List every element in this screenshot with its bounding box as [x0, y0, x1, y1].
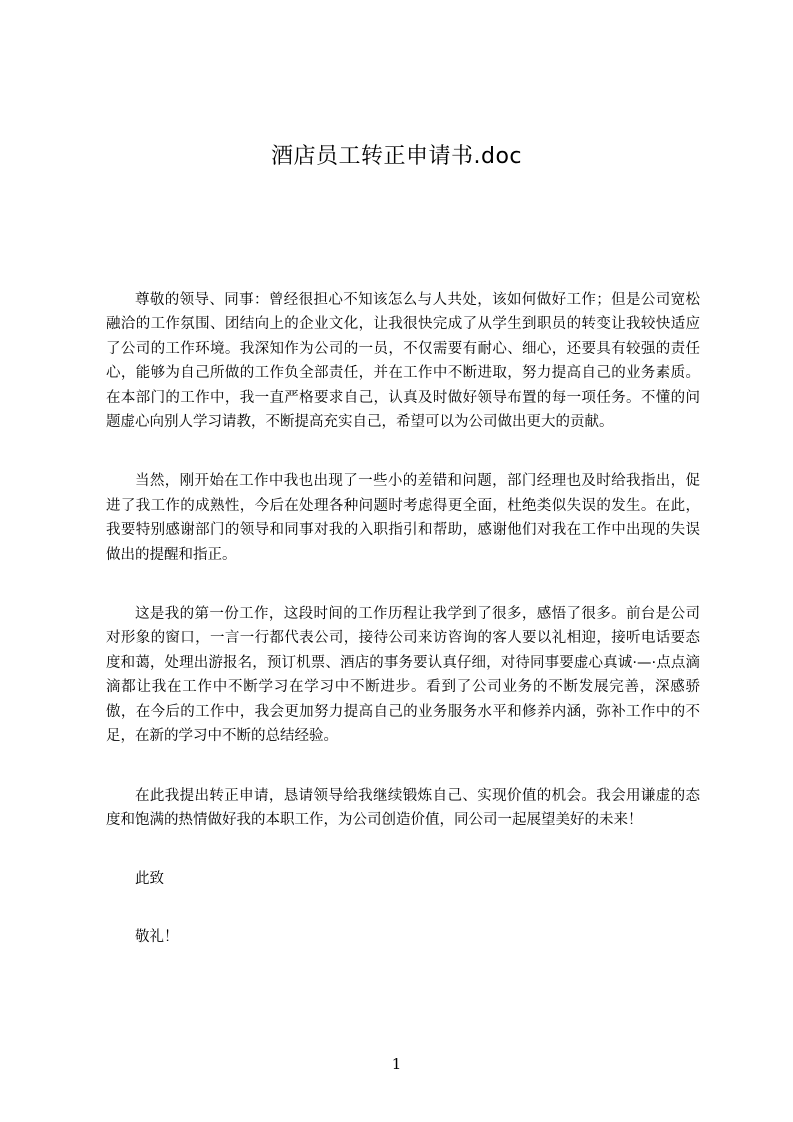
page-number: 1	[391, 1055, 402, 1073]
document-body	[106, 288, 700, 982]
paragraph-4: 在此我提出转正申请，恳请领导给我继续锻炼自己、实现价值的机会。我会用谦虚的态度和饱满的热情做好我的本职工作，为公司创造价值，同公司一起展望美好的未来！	[106, 787, 700, 828]
closing-salutation: 此致	[135, 871, 164, 888]
paragraph-2: 当然，刚开始在工作中我也出现了一些小的差错和问题，部门经理也及时给我指出，促进了我工作的成熟性，今后在处理各种问题时考虑得更全面，杜绝类似失误的发生。在此，我要特别感谢部门的领导和同事对我的入职指引和帮助，感谢他们对我在工作中出现的失误做出的提醒和指正。	[106, 473, 700, 563]
paragraph-3: 这是我的第一份工作，这段时间的工作历程让我学到了很多，感悟了很多。前台是公司对形象的窗口，一言一行都代表公司，接待公司来访咨询的客人要以礼相迎，接听电话要态度和蔼，处理出游报名，预订机票、酒店的事务要认真仔细，对待同事要虚心真诚·—·点点滴滴都让我在工作中不断学习在学习中不断进步。看到了公司业务的不断发展完善，深感骄傲，在今后的工作中，我会更加努力提高自己的业务服务水平和修养内涵，弥补工作中的不足，在新的学习中不断的总结经验。	[106, 606, 700, 745]
paragraph-1: 尊敬的领导、同事：曾经很担心不知该怎么与人共处，该如何做好工作；但是公司宽松融洽的工作氛围、团结向上的企业文化，让我很快完成了从学生到职员的转变让我较快适应了公司的工作环境。我深知作为公司的一员，不仅需要有耐心、细心，还要具有较强的责任心，能够为自己所做的工作负全部责任，并在工作中不断进取，努力提高自己的业务素质。在本部门的工作中，我一直严格要求自己，认真及时做好领导布置的每一项任务。不懂的问题虚心向别人学习请教，不断提高充实自己，希望可以为公司做出更大的贡献。	[106, 292, 700, 431]
document-title: 酒店员工转正申请书.doc	[270, 144, 522, 169]
closing-regards: 敬礼！	[135, 928, 179, 945]
